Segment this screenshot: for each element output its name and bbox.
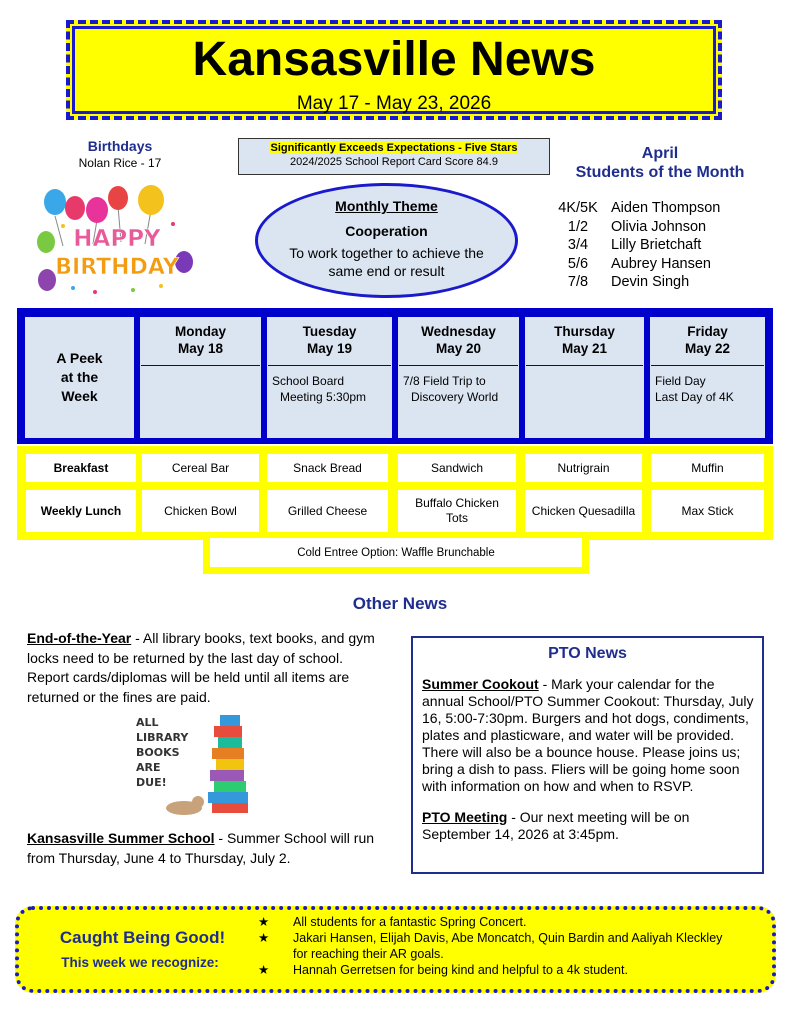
breakfast-label: Breakfast bbox=[26, 454, 136, 482]
monthly-theme-oval bbox=[255, 183, 518, 298]
monthly-theme-word: Cooperation bbox=[345, 223, 428, 239]
cold-entree-box bbox=[203, 538, 589, 574]
library-art-text: LIBRARY bbox=[136, 731, 189, 744]
lunch-item: Buffalo Chicken Tots bbox=[398, 490, 516, 532]
student-name: Devin Singh bbox=[611, 274, 690, 290]
end-of-year-text: - All library books, text books, and gym locks need to be returned by the last day of school. Report cards/diplomas will be held until all items are returned or the fines are paid. bbox=[27, 630, 375, 705]
breakfast-item: Sandwich bbox=[398, 454, 516, 482]
happy-art-text: HAPPY bbox=[73, 226, 161, 252]
happy-birthday-image bbox=[33, 184, 198, 300]
caught-being-good-list bbox=[255, 914, 735, 978]
cold-entree-text: Cold Entree Option: Waffle Brunchable bbox=[210, 538, 582, 567]
student-grade: 3/4 bbox=[567, 237, 589, 253]
pto-cookout-heading: Summer Cookout bbox=[422, 676, 539, 692]
pto-cookout-article bbox=[422, 676, 754, 795]
student-grade: 4K/5K bbox=[558, 200, 598, 216]
birthdays-title: Birthdays bbox=[87, 138, 153, 154]
day-event: 7/8 Field Trip to bbox=[403, 374, 486, 388]
day-date: May 22 bbox=[684, 341, 731, 356]
students-of-month-title bbox=[555, 144, 765, 182]
lunch-item: Chicken Bowl bbox=[142, 490, 259, 532]
recognition-text: Jakari Hansen, Elijah Davis, Abe Moncatch, Quin Bardin and Aaliyah Kleckley for reaching their AR goals. bbox=[293, 931, 723, 961]
day-column-tuesday bbox=[267, 317, 392, 438]
menu-table bbox=[17, 446, 773, 540]
birthdays-names: Nolan Rice - 17 bbox=[78, 156, 162, 170]
summer-school-article bbox=[27, 829, 387, 868]
week-label-line: A Peek bbox=[56, 350, 103, 366]
pto-news-box bbox=[411, 636, 764, 874]
day-name: Tuesday bbox=[302, 324, 357, 339]
pto-meeting-article bbox=[422, 809, 754, 843]
recognition-text: Hannah Gerretsen for being kind and helpful to a 4k student. bbox=[293, 963, 628, 977]
pto-meeting-text: - Our next meeting will be on September 14, 2026 at 3:45pm. bbox=[422, 809, 690, 842]
day-event: Meeting 5:30pm bbox=[280, 390, 367, 404]
lunch-label: Weekly Lunch bbox=[26, 490, 136, 532]
lunch-item: Chicken Quesadilla bbox=[525, 490, 642, 532]
day-column-thursday bbox=[525, 317, 644, 438]
newsletter-header bbox=[66, 20, 722, 120]
end-of-year-heading: End-of-the-Year bbox=[27, 630, 132, 646]
newsletter-dates: May 17 - May 23, 2026 bbox=[296, 93, 492, 114]
week-label bbox=[25, 317, 134, 438]
week-calendar bbox=[17, 308, 773, 444]
summer-school-heading: Kansasville Summer School bbox=[27, 830, 215, 846]
recognition-text: All students for a fantastic Spring Concert. bbox=[293, 915, 527, 929]
day-name: Thursday bbox=[554, 324, 615, 339]
pto-news-title: PTO News bbox=[548, 645, 627, 662]
recognition-item bbox=[255, 962, 735, 978]
monthly-theme-description: To work together to achieve the same end or result bbox=[289, 245, 484, 279]
student-row bbox=[553, 237, 753, 256]
star-icon: ★ bbox=[258, 915, 270, 929]
lunch-item: Max Stick bbox=[651, 490, 764, 532]
student-row bbox=[553, 200, 753, 219]
day-column-friday bbox=[650, 317, 765, 438]
day-date: May 19 bbox=[306, 341, 353, 356]
library-art-text: ARE bbox=[136, 761, 161, 774]
summer-school-text: - Summer School will run from Thursday, June 4 to Thursday, July 2. bbox=[27, 830, 375, 866]
day-date: May 20 bbox=[435, 341, 482, 356]
recognition-item bbox=[255, 914, 735, 930]
student-name: Aiden Thompson bbox=[611, 200, 721, 216]
caught-being-good-title: Caught Being Good! bbox=[59, 928, 226, 947]
day-column-monday bbox=[140, 317, 261, 438]
library-art-text: ALL bbox=[136, 716, 159, 729]
day-column-wednesday bbox=[398, 317, 519, 438]
student-grade: 7/8 bbox=[567, 274, 589, 290]
students-of-month-month: April bbox=[641, 145, 679, 162]
day-date: May 21 bbox=[561, 341, 608, 356]
student-row bbox=[553, 256, 753, 275]
day-name: Wednesday bbox=[421, 324, 496, 339]
library-art-text: BOOKS bbox=[136, 746, 180, 759]
breakfast-item: Nutrigrain bbox=[525, 454, 642, 482]
student-row bbox=[553, 219, 753, 238]
day-event: Discovery World bbox=[411, 390, 499, 404]
lunch-item: Grilled Cheese bbox=[267, 490, 388, 532]
star-icon: ★ bbox=[258, 931, 270, 945]
breakfast-item: Muffin bbox=[651, 454, 764, 482]
breakfast-item: Snack Bread bbox=[267, 454, 388, 482]
day-event: Last Day of 4K bbox=[655, 390, 734, 404]
report-card-box bbox=[238, 138, 550, 175]
recognition-item bbox=[255, 930, 735, 962]
other-news-title: Other News bbox=[352, 594, 448, 613]
students-of-month-list bbox=[553, 200, 753, 293]
newsletter-title: Kansasville News bbox=[192, 33, 596, 86]
report-card-score: 2024/2025 School Report Card Score 84.9 bbox=[290, 156, 498, 168]
pto-cookout-text: - Mark your calendar for the annual School/PTO Summer Cookout: Thursday, July 16, 5:00-7:30pm. Burgers and hot dogs, condiments, plates and plasticware, and water will be provided. There will also be a bounce house. Please joins us; bring a dish to pass. Fliers will be going home soon with information on how and when to RSVP. bbox=[422, 676, 754, 794]
student-grade: 5/6 bbox=[567, 255, 589, 272]
pto-meeting-heading: PTO Meeting bbox=[422, 809, 508, 825]
caught-being-good-subtitle: This week we recognize: bbox=[61, 955, 219, 970]
library-books-due-image bbox=[124, 708, 264, 823]
day-name: Friday bbox=[687, 324, 728, 339]
day-date: May 18 bbox=[177, 341, 224, 356]
star-icon: ★ bbox=[258, 963, 270, 977]
student-name: Lilly Brietchaft bbox=[611, 237, 702, 253]
breakfast-item: Cereal Bar bbox=[142, 454, 259, 482]
day-name: Monday bbox=[174, 324, 226, 339]
student-name: Aubrey Hansen bbox=[611, 255, 711, 272]
student-row bbox=[553, 274, 753, 293]
day-event: School Board bbox=[272, 374, 345, 388]
students-of-month-heading: Students of the Month bbox=[575, 164, 745, 181]
student-grade: 1/2 bbox=[567, 218, 589, 235]
report-card-rating: Significantly Exceeds Expectations - Five Stars bbox=[270, 142, 518, 154]
day-event: Field Day bbox=[655, 374, 706, 388]
birthday-art-text: BIRTHDAY bbox=[55, 255, 179, 280]
student-name: Olivia Johnson bbox=[611, 218, 707, 235]
end-of-year-article bbox=[27, 629, 387, 707]
week-label-line: Week bbox=[61, 388, 98, 404]
monthly-theme-title: Monthly Theme bbox=[335, 198, 438, 214]
library-art-text: DUE! bbox=[136, 776, 167, 789]
week-label-line: at the bbox=[60, 369, 99, 385]
